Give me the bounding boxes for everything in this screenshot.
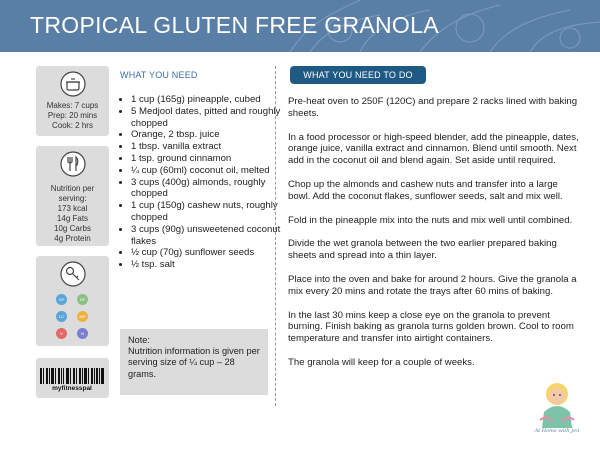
note-text: Nutrition information is given per serving size of ¼ cup – 28 grams. <box>128 346 260 379</box>
list-item: • 1 tbsp. vanilla extract <box>131 141 281 153</box>
list-item: • 5 Medjool dates, pitted and roughly chopped <box>131 106 281 130</box>
prep-time-text: Prep: 20 mins <box>47 111 98 120</box>
header-banner <box>0 0 600 52</box>
method-heading: WHAT YOU NEED TO DO <box>290 66 426 84</box>
protein-text: 4g Protein <box>54 234 91 243</box>
note-title: Note: <box>128 335 150 345</box>
servings-card <box>36 66 109 136</box>
brand-logo-text: At Home with Jen <box>534 428 580 434</box>
badge-gf: GF <box>56 294 67 305</box>
ingredients-list <box>117 94 281 271</box>
badge-df: DF <box>77 294 88 305</box>
barcode-icon[interactable] <box>40 368 104 384</box>
step-paragraph: In a food processor or high-speed blender, add the pineapple, dates, orange juice, vanilla extract and cinnamon. Blend until smooth. Next add in the coconut oil and blend again. Set aside until required. <box>288 131 579 167</box>
fats-text: 14g Fats <box>56 214 89 223</box>
step-paragraph: The granola will keep for a couple of weeks. <box>288 356 475 368</box>
page-title: TROPICAL GLUTEN FREE GRANOLA <box>30 12 439 38</box>
key-icon <box>60 261 86 287</box>
step-paragraph: In the last 30 mins keep a close eye on the granola to prevent burning. Finish baking as granola turns golden brown. Cool to room temperature and transfer into airtight containers. <box>288 309 574 345</box>
kcal-text: 173 kcal <box>57 204 88 213</box>
list-item: • 1 tsp. ground cinnamon <box>131 153 281 165</box>
nutrition-card <box>36 146 109 246</box>
note-box <box>120 329 268 395</box>
carbs-text: 10g Carbs <box>54 224 91 233</box>
list-item: • 3 cups (90g) unsweetened coconut flakes <box>131 224 281 248</box>
column-divider <box>275 66 276 406</box>
list-item: • ½ cup (70g) sunflower seeds <box>131 247 281 259</box>
step-paragraph: Chop up the almonds and cashew nuts and transfer into a large bowl. Add the coconut flakes, sunflower seeds, salt and mix well. <box>288 178 563 202</box>
list-item: • 1 cup (165g) pineapple, cubed <box>131 94 281 106</box>
myfitnesspal-label[interactable]: myfitnesspal <box>52 385 92 392</box>
step-paragraph: Place into the oven and bake for around 2 hours. Give the granola a mix every 20 mins and rotate the trays after 60 mins of baking. <box>288 273 577 297</box>
badge-lc: LC <box>56 311 67 322</box>
badge-mp: MP <box>77 311 88 322</box>
diet-card <box>36 256 109 346</box>
list-item: • 3 cups (400g) almonds, roughly chopped <box>131 177 281 201</box>
list-item: • 1 cup (150g) cashew nuts, roughly chopped <box>131 200 281 224</box>
badge-n: N <box>77 328 88 339</box>
list-item: • ¼ cup (60ml) coconut oil, melted <box>131 165 281 177</box>
ingredients-heading: WHAT YOU NEED <box>120 70 198 80</box>
fork-knife-icon <box>60 151 86 177</box>
pot-icon <box>60 71 86 97</box>
step-paragraph: Fold in the pineapple mix into the nuts and mix well until combined. <box>288 214 573 226</box>
list-item: • ½ tsp. salt <box>131 259 281 271</box>
cook-time-text: Cook: 2 hrs <box>52 121 93 130</box>
step-paragraph: Divide the wet granola between the two earlier prepared baking sheets and spread into a thin layer. <box>288 238 557 262</box>
list-item: • Orange, 2 tbsp. juice <box>131 129 281 141</box>
makes-text: Makes: 7 cups <box>46 101 99 110</box>
step-paragraph: Pre-heat oven to 250F (120C) and prepare 2 racks lined with baking sheets. <box>288 96 578 119</box>
method-steps <box>288 96 580 381</box>
badge-v: V <box>56 328 67 339</box>
nutrition-title: Nutrition per serving: <box>50 184 95 203</box>
